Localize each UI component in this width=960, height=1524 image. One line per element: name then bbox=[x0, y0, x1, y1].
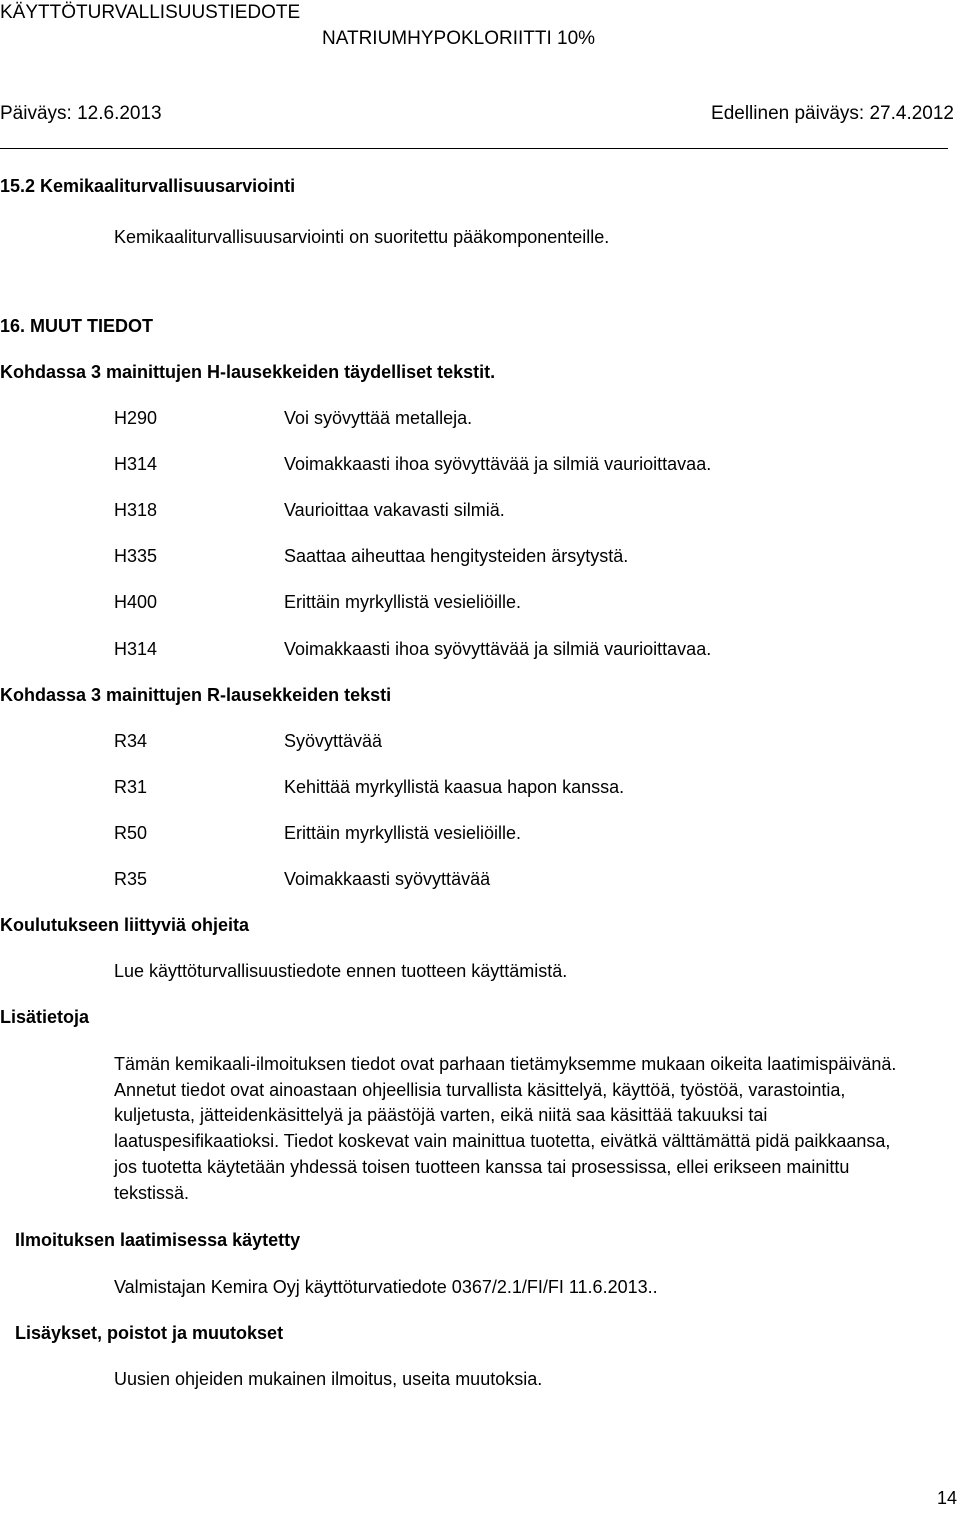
r-code: R31 bbox=[114, 777, 148, 797]
training-heading: Koulutukseen liittyviä ohjeita bbox=[0, 915, 250, 935]
product-name: NATRIUMHYPOKLORIITTI 10% bbox=[322, 28, 596, 49]
h-code: H314 bbox=[114, 639, 158, 659]
h-statements-heading: Kohdassa 3 mainittujen H-lausekkeiden täydelliset tekstit. bbox=[0, 362, 496, 382]
r-text: Syövyttävää bbox=[284, 731, 383, 751]
h-code: H318 bbox=[114, 500, 158, 520]
sources-heading: Ilmoituksen laatimisessa käytetty bbox=[15, 1230, 301, 1250]
h-text: Voimakkaasti ihoa syövyttävää ja silmiä vaurioittavaa. bbox=[284, 454, 712, 474]
h-code: H400 bbox=[114, 592, 158, 612]
h-text: Voimakkaasti ihoa syövyttävää ja silmiä vaurioittavaa. bbox=[284, 639, 712, 659]
header-divider bbox=[0, 148, 948, 149]
h-text: Erittäin myrkyllistä vesieliöille. bbox=[284, 592, 522, 612]
section-15-2-heading: 15.2 Kemikaaliturvallisuusarviointi bbox=[0, 176, 296, 196]
section-15-2-text: Kemikaaliturvallisuusarviointi on suoritettu pääkomponenteille. bbox=[114, 227, 610, 247]
additional-info-text: Tämän kemikaali-ilmoituksen tiedot ovat parhaan tietämyksemme mukaan oikeita laatimispäivänä. Annetut tiedot ovat ainoastaan ohjeellisia turvallista käsittelyä, käyttöä, työstöä, varastointia, kuljetusta, jätteidenkäsittelyä ja päästöjä varten, eikä niitä saa käsittää takuuksi tai laatuspesifikaatioksi. Tiedot koskevat vain mainittua tuotetta, eivätkä välttämättä pidä paikkaansa, jos tuotetta käytetään yhdessä toisen tuotteen kanssa tai prosessissa, ellei erikseen mainittu tekstissä. bbox=[114, 1054, 897, 1203]
sources-text: Valmistajan Kemira Oyj käyttöturvatiedote 0367/2.1/FI/FI 11.6.2013.. bbox=[114, 1277, 658, 1297]
h-code: H290 bbox=[114, 408, 158, 428]
h-text: Vaurioittaa vakavasti silmiä. bbox=[284, 500, 505, 520]
page-number: 14 bbox=[936, 1488, 957, 1508]
r-code: R35 bbox=[114, 869, 148, 889]
changes-heading: Lisäykset, poistot ja muutokset bbox=[15, 1323, 284, 1343]
r-text: Voimakkaasti syövyttävää bbox=[284, 869, 491, 889]
additional-info-heading: Lisätietoja bbox=[0, 1007, 90, 1027]
r-code: R50 bbox=[114, 823, 148, 843]
section-16-heading: 16. MUUT TIEDOT bbox=[0, 316, 154, 336]
date: Päiväys: 12.6.2013 bbox=[0, 103, 162, 124]
training-text: Lue käyttöturvallisuustiedote ennen tuotteen käyttämistä. bbox=[114, 961, 568, 981]
r-phrases-heading: Kohdassa 3 mainittujen R-lausekkeiden teksti bbox=[0, 685, 392, 705]
changes-text: Uusien ohjeiden mukainen ilmoitus, useita muutoksia. bbox=[114, 1369, 543, 1389]
h-text: Voi syövyttää metalleja. bbox=[284, 408, 473, 428]
h-code: H314 bbox=[114, 454, 158, 474]
r-text: Erittäin myrkyllistä vesieliöille. bbox=[284, 823, 522, 843]
r-code: R34 bbox=[114, 731, 148, 751]
previous-date: Edellinen päiväys: 27.4.2012 bbox=[711, 103, 954, 124]
document-title: KÄYTTÖTURVALLISUUSTIEDOTE bbox=[0, 2, 301, 23]
r-text: Kehittää myrkyllistä kaasua hapon kanssa. bbox=[284, 777, 625, 797]
h-code: H335 bbox=[114, 546, 158, 566]
h-text: Saattaa aiheuttaa hengitysteiden ärsytystä. bbox=[284, 546, 629, 566]
